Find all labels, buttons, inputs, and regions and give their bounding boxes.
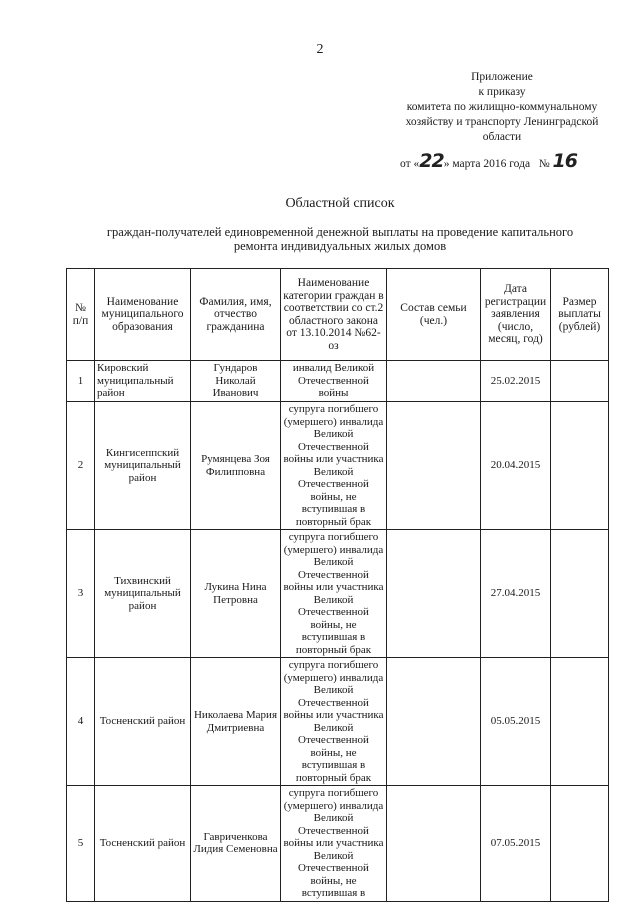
cell-family xyxy=(387,530,481,658)
cell-name: Николаева Мария Дмитриевна xyxy=(191,658,281,786)
cell-family xyxy=(387,361,481,402)
cell-num: 5 xyxy=(67,786,95,902)
header-category: Наименование категории граждан в соответствии со ст.2 областного закона от 13.10.2014 №62-оз xyxy=(281,269,387,361)
table-row xyxy=(67,786,609,902)
cell-amount xyxy=(551,402,609,530)
cell-name: Гавриченкова Лидия Семеновна xyxy=(191,786,281,902)
header-num: № п/п xyxy=(67,269,95,361)
cell-reg-date: 27.04.2015 xyxy=(481,530,551,658)
cell-municipality: Тосненский район xyxy=(95,786,191,902)
cell-reg-date: 07.05.2015 xyxy=(481,786,551,902)
cell-reg-date: 05.05.2015 xyxy=(481,658,551,786)
cell-municipality: Тихвинский муниципальный район xyxy=(95,530,191,658)
header-amount: Размер выплаты (рублей) xyxy=(551,269,609,361)
date-mid: » марта 2016 года xyxy=(443,158,531,170)
table-header-row xyxy=(67,269,609,361)
table-row xyxy=(67,402,609,530)
cell-category: супруга погибшего (умершего) инвалида Великой Отечественной войны или участника Великой Отечественной войны, не вступившая в повторный брак xyxy=(281,658,387,786)
handwritten-day: 22 xyxy=(419,150,444,172)
cell-num: 4 xyxy=(67,658,95,786)
cell-category: инвалид Великой Отечественной войны xyxy=(281,361,387,402)
header-name: Фамилия, имя, отчество гражданина xyxy=(191,269,281,361)
list-subtitle: граждан-получателей единовременной денежной выплаты на проведение капитального ремонта индивидуальных жилых домов xyxy=(106,225,574,253)
date-prefix: от « xyxy=(400,158,420,170)
appendix-block xyxy=(392,70,612,145)
cell-family xyxy=(387,402,481,530)
cell-amount xyxy=(551,786,609,902)
cell-category: супруга погибшего (умершего) инвалида Великой Отечественной войны или участника Великой Отечественной войны, не вступившая в повторный брак xyxy=(281,530,387,658)
appendix-to-order: к приказу xyxy=(478,86,526,98)
header-family: Состав семьи (чел.) xyxy=(387,269,481,361)
cell-num: 1 xyxy=(67,361,95,402)
cell-family xyxy=(387,786,481,902)
order-date-line xyxy=(400,150,577,172)
cell-name: Гундаров Николай Иванович xyxy=(191,361,281,402)
cell-amount xyxy=(551,530,609,658)
cell-name: Лукина Нина Петровна xyxy=(191,530,281,658)
cell-reg-date: 25.02.2015 xyxy=(481,361,551,402)
cell-family xyxy=(387,658,481,786)
cell-reg-date: 20.04.2015 xyxy=(481,402,551,530)
cell-amount xyxy=(551,658,609,786)
handwritten-number: 16 xyxy=(552,150,577,172)
cell-municipality: Кировский муниципальный район xyxy=(95,361,191,402)
cell-amount xyxy=(551,361,609,402)
header-municipality: Наименование муниципального образования xyxy=(95,269,191,361)
table-row xyxy=(67,361,609,402)
cell-num: 3 xyxy=(67,530,95,658)
recipients-table xyxy=(66,268,609,902)
cell-num: 2 xyxy=(67,402,95,530)
appendix-committee: комитета по жилищно-коммунальному хозяйству и транспорту Ленинградской области xyxy=(405,101,599,143)
table-row xyxy=(67,530,609,658)
page-number: 2 xyxy=(316,42,324,57)
cell-category: супруга погибшего (умершего) инвалида Великой Отечественной войны или участника Великой Отечественной войны, не вступившая в xyxy=(281,786,387,902)
table-row xyxy=(67,658,609,786)
cell-category: супруга погибшего (умершего) инвалида Великой Отечественной войны или участника Великой Отечественной войны, не вступившая в повторный брак xyxy=(281,402,387,530)
cell-name: Румянцева Зоя Филипповна xyxy=(191,402,281,530)
cell-municipality: Тосненский район xyxy=(95,658,191,786)
list-title: Областной список xyxy=(285,196,395,211)
header-reg-date: Дата регистрации заявления (число, месяц, год) xyxy=(481,269,551,361)
number-prefix: № xyxy=(538,158,550,170)
cell-municipality: Кингисеппский муниципальный район xyxy=(95,402,191,530)
appendix-title: Приложение xyxy=(471,71,533,83)
